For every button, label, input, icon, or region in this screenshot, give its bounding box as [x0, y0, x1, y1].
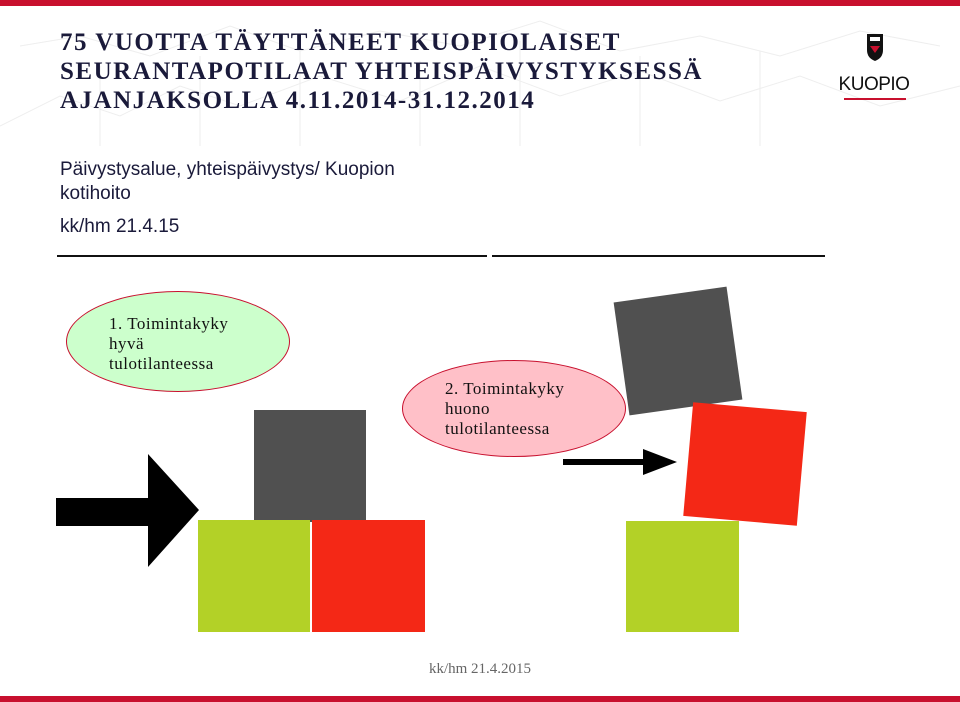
logo-underline: [844, 98, 906, 100]
ellipse-good-text: [109, 314, 228, 374]
ellipse-poor-line-3: tulotilanteessa: [445, 419, 550, 438]
small-arrow-right-icon: [563, 449, 677, 475]
ellipse-poor-function: [402, 360, 626, 457]
ellipse-good-line-3: tulotilanteessa: [109, 354, 214, 373]
divider-left: [57, 255, 487, 257]
green-square-left: [198, 520, 310, 632]
ellipse-good-line-2: hyvä: [109, 334, 145, 353]
large-arrow-right-icon: [56, 454, 199, 567]
title-line-2: SEURANTAPOTILAAT YHTEISPÄIVYSTYKSESSÄ: [60, 58, 703, 85]
date-line: kk/hm 21.4.15: [60, 216, 180, 237]
red-square-tilted: [683, 402, 807, 526]
ellipse-poor-text: [445, 379, 564, 439]
grey-square-stacked: [254, 410, 366, 522]
kuopio-logo: [836, 32, 912, 102]
bottom-accent-bar: [0, 696, 960, 702]
grey-square-tilted: [614, 287, 743, 416]
subtitle: [60, 158, 480, 206]
page-title: [60, 28, 820, 115]
logo-text: KUOPIO: [838, 74, 910, 95]
title-line-1: 75 VUOTTA TÄYTTÄNEET KUOPIOLAISET: [60, 29, 621, 56]
subtitle-line-1: Päivystysalue, yhteispäivystys/ Kuopion: [60, 159, 395, 180]
title-line-3: AJANJAKSOLLA 4.11.2014-31.12.2014: [60, 87, 536, 114]
ellipse-poor-line-2: huono: [445, 399, 490, 418]
red-square-left: [312, 520, 425, 632]
ellipse-good-line-1: 1. Toimintakyky: [109, 314, 229, 333]
ellipse-good-function: [66, 291, 290, 392]
subtitle-line-2: kotihoito: [60, 183, 131, 204]
divider-right: [492, 255, 825, 257]
ellipse-poor-line-1: 2. Toimintakyky: [445, 379, 565, 398]
kuopio-crest-icon: [864, 32, 886, 62]
footer-date: kk/hm 21.4.2015: [428, 661, 532, 677]
green-square-right: [626, 521, 739, 632]
